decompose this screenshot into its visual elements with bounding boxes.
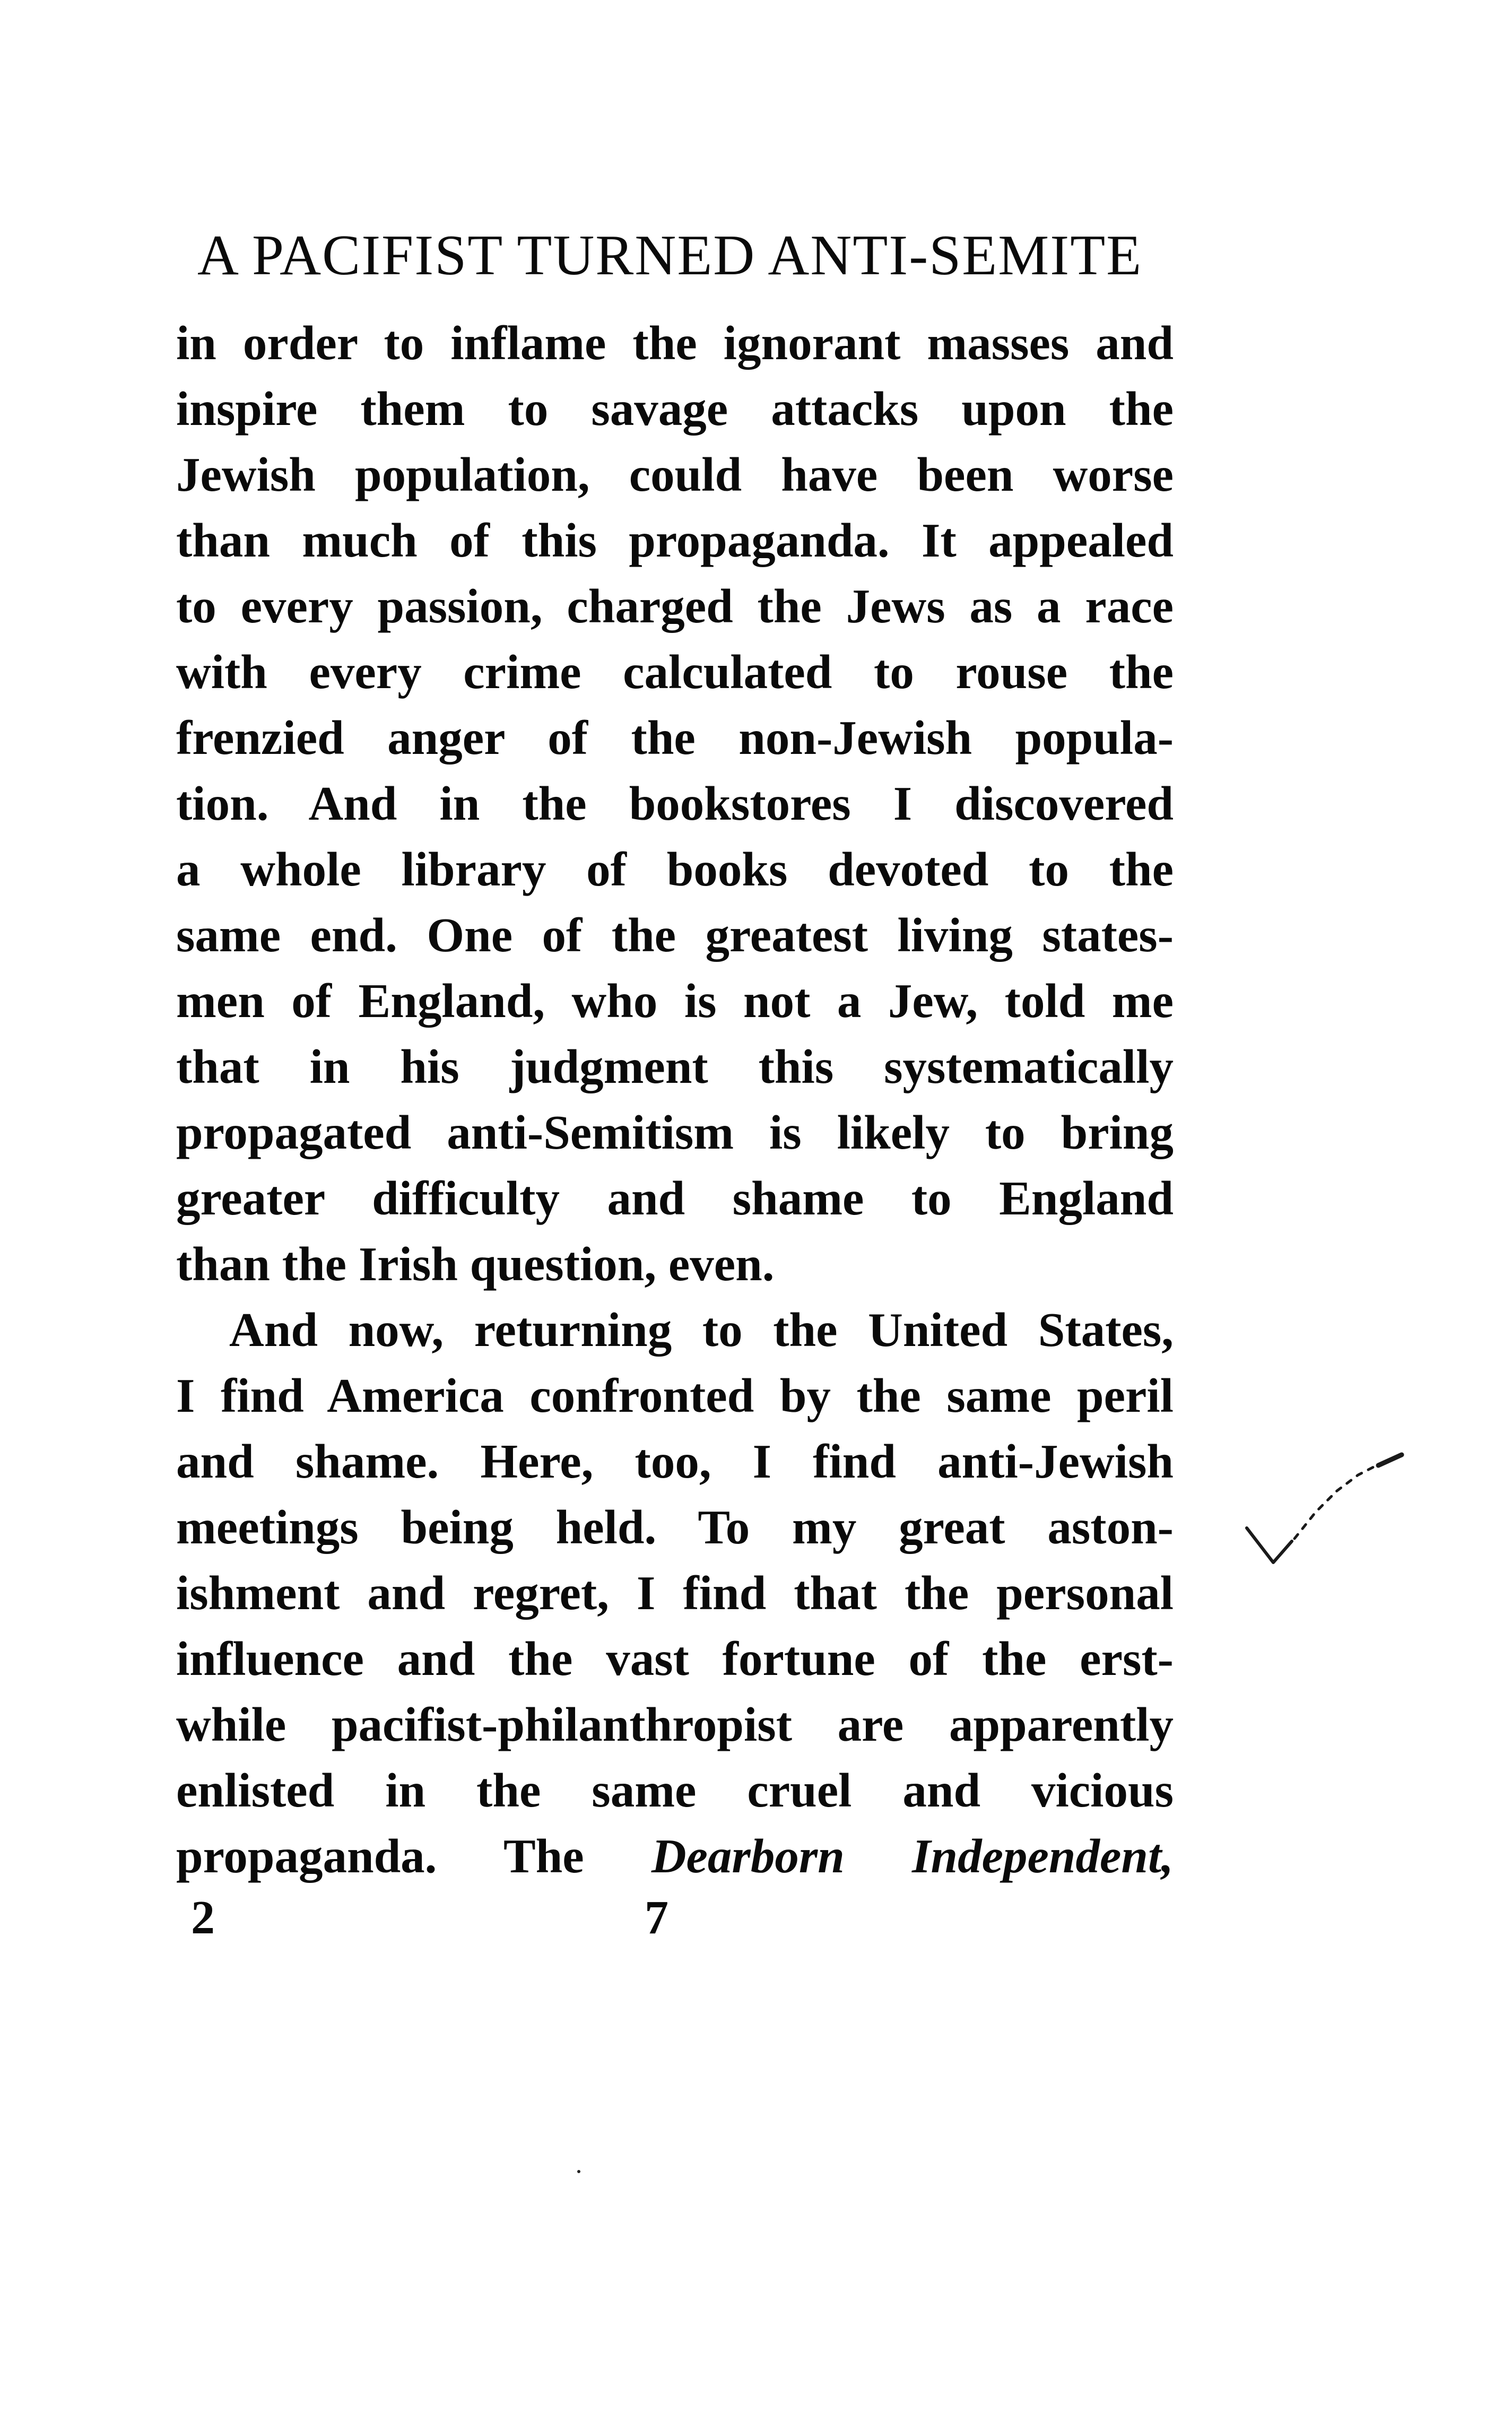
text-line: propagated anti-Semitism is likely to bring	[176, 1106, 1174, 1159]
ink-speck	[577, 2170, 580, 2173]
body-text	[176, 310, 1174, 1889]
signature-mark: 2	[191, 1891, 215, 1944]
text-line: And now, returning to the United States,	[229, 1303, 1174, 1357]
text-line: tion. And in the bookstores I discovered	[176, 777, 1174, 830]
page-number: 7	[645, 1891, 668, 1944]
text-line-prefix: propaganda. The	[176, 1829, 584, 1883]
text-line: a whole library of books devoted to the	[176, 843, 1174, 896]
text-line: ishment and regret, I find that the personal	[176, 1566, 1174, 1620]
running-head: A PACIFIST TURNED ANTI-SEMITE	[197, 224, 1143, 287]
text-line: and shame. Here, too, I find anti-Jewish	[176, 1435, 1174, 1488]
text-line: in order to inflame the ignorant masses and	[176, 316, 1174, 370]
text-line: same end. One of the greatest living states-	[176, 908, 1174, 962]
text-line: greater difficulty and shame to England	[176, 1171, 1174, 1225]
text-line: frenzied anger of the non-Jewish popula-	[176, 711, 1174, 765]
text-line-final	[176, 1823, 1174, 1889]
text-line: with every crime calculated to rouse the	[176, 645, 1174, 699]
italic-title: Dearborn Independent,	[651, 1829, 1174, 1883]
text-line: inspire them to savage attacks upon the	[176, 382, 1174, 436]
text-line: that in his judgment this systematically	[176, 1040, 1174, 1093]
text-line: Jewish population, could have been worse	[176, 448, 1174, 501]
text-line: influence and the vast fortune of the erst-	[176, 1632, 1174, 1686]
text-line: to every passion, charged the Jews as a race	[176, 579, 1174, 633]
text-line: meetings being held. To my great aston-	[176, 1500, 1174, 1554]
text-line: while pacifist-philanthropist are apparently	[176, 1698, 1174, 1751]
checkmark-icon	[1236, 1432, 1448, 1634]
text-line: enlisted in the same cruel and vicious	[176, 1764, 1174, 1817]
text-line: than the Irish question, even.	[176, 1237, 775, 1291]
text-line: men of England, who is not a Jew, told me	[176, 974, 1174, 1028]
text-line: I find America confronted by the same peril	[176, 1369, 1174, 1422]
text-line: than much of this propaganda. It appealed	[176, 514, 1174, 567]
